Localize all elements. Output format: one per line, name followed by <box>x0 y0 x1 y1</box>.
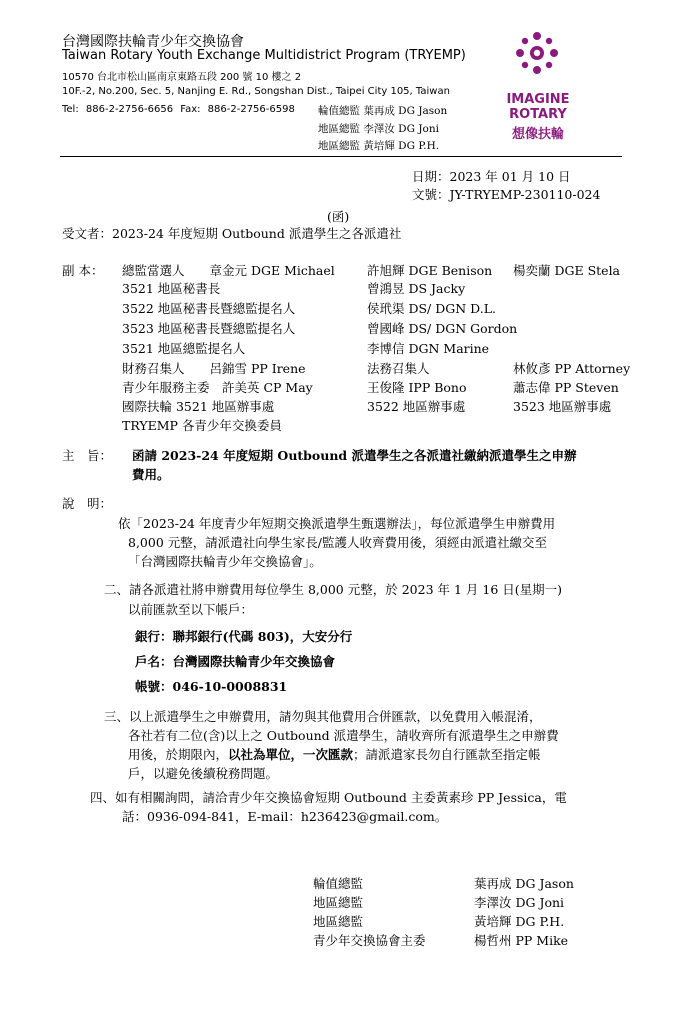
signature-title: 青少年交換協會主委 <box>313 933 426 948</box>
logo-text-rotary: ROTARY <box>509 107 567 122</box>
cc-entry: 3521 地區總監提名人 <box>122 341 246 356</box>
governor-line: 地區總監 李澤汝 DG Joni <box>318 123 439 135</box>
org-name-en: Taiwan Rotary Youth Exchange Multidistrict Program (TRYEMP) <box>62 48 466 63</box>
cc-entry: 3521 地區秘書長 <box>122 281 221 296</box>
signature-title: 輪值總監 <box>313 876 364 891</box>
address-zh: 10570 台北市松山區南京東路五段 200 號 10 樓之 2 <box>62 72 302 83</box>
cc-entry: 許旭輝 DGE Benison <box>367 263 493 278</box>
cc-label: 副 本： <box>62 263 104 278</box>
explanation-item-1: 8,000 元整，請派遣社向學生家長/監護人收齊費用後，須經由派遣社繳交至 <box>128 535 547 550</box>
governor-line: 輪值總監 葉再成 DG Jason <box>318 105 448 117</box>
org-name-zh: 台灣國際扶輪青少年交換協會 <box>62 34 244 50</box>
explanation-item-3: 各社若有二位(含)以上之 Outbound 派遣學生，請收齊所有派遣學生之申辦費 <box>128 728 559 743</box>
explanation-item-2: 二、請各派遣社將申辦費用每位學生 8,000 元整，於 2023 年 1 月 16 日(星期一) <box>104 582 562 597</box>
document-date: 日期：2023 年 01 月 10 日 <box>412 169 571 184</box>
account-name: 戶名：台灣國際扶輪青少年交換協會 <box>135 654 336 669</box>
cc-entry: 法務召集人 <box>367 361 430 376</box>
explanation-item-1: 依「2023-24 年度青少年短期交換派遣學生甄選辦法」，每位派遣學生申辦費用 <box>118 516 556 531</box>
cc-entry: 林攸彥 PP Attorney <box>513 361 631 376</box>
cc-entry: 王俊隆 IPP Bono <box>367 380 467 395</box>
explanation-item-3: 戶，以避免後續稅務問題。 <box>128 766 279 781</box>
cc-entry: 侯玳渠 DS/ DGN D.L. <box>367 301 496 316</box>
governor-line: 地區總監 黃培輝 DG P.H. <box>318 140 440 152</box>
explanation-item-3: 三、以上派遣學生之申辦費用，請勿與其他費用合併匯款，以免費用入帳混淆， <box>104 709 542 724</box>
document-number: 文號：JY-TRYEMP-230110-024 <box>412 187 601 202</box>
cc-entry: 曾鴻昱 DS Jacky <box>367 281 466 296</box>
explanation-emphasis: 以社為單位，一次匯款 <box>228 747 354 762</box>
signature-name: 李澤汝 DG Joni <box>474 895 565 910</box>
explanation-text: ；請派遣家長勿自行匯款至指定帳 <box>353 747 541 762</box>
subject-text: 函請 2023-24 年度短期 Outbound 派遣學生之各派遣社繳納派遣學生之申辦 <box>132 448 577 463</box>
logo-text-imagine: IMAGINE <box>506 92 570 107</box>
cc-entry: 楊奕蘭 DGE Stela <box>513 263 621 278</box>
tel-fax: Tel: 886-2-2756-6656 Fax: 886-2-2756-6598 <box>62 104 295 115</box>
bank-name: 銀行：聯邦銀行(代碼 803)，大安分行 <box>135 629 353 644</box>
cc-entry: 國際扶輪 3521 地區辦事處 <box>122 399 275 414</box>
signature-name: 葉再成 DG Jason <box>474 876 574 891</box>
explanation-item-4: 話：0936-094-841，E-mail：h236423@gmail.com。 <box>122 809 448 824</box>
account-number: 帳號：046-10-0008831 <box>135 679 288 694</box>
cc-entry: 青少年服務主委 許美英 CP May <box>122 380 313 395</box>
signature-name: 黃培輝 DG P.H. <box>474 914 565 929</box>
cc-entry: 3522 地區辦事處 <box>367 399 466 414</box>
cc-entry: 李博信 DGN Marine <box>367 341 490 356</box>
cc-entry: TRYEMP 各青少年交換委員 <box>122 418 282 433</box>
header-divider <box>60 156 622 157</box>
explanation-item-4: 四、如有相關詢問，請洽青少年交換協會短期 Outbound 主委黃素珍 PP Jessica，電 <box>90 790 567 805</box>
signature-title: 地區總監 <box>313 914 364 929</box>
subject-text: 費用。 <box>132 467 170 482</box>
explanation-item-1: 「台灣國際扶輪青少年交換協會」。 <box>128 554 322 569</box>
cc-entry: 3523 地區秘書長暨總監提名人 <box>122 321 296 336</box>
signature-title: 地區總監 <box>313 895 364 910</box>
explanation-text: 用後，於期限內， <box>128 747 229 762</box>
explanation-item-2: 以前匯款至以下帳戶： <box>128 602 254 617</box>
cc-entry: 財務召集人 呂錦雪 PP Irene <box>122 361 306 376</box>
imagine-rotary-logo-icon <box>512 28 562 78</box>
cc-entry: 曾國峰 DS/ DGN Gordon <box>367 321 518 336</box>
letter-type: (函) <box>327 209 350 224</box>
cc-entry: 總監當選人 章金元 DGE Michael <box>122 263 335 278</box>
cc-entry: 蕭志偉 PP Steven <box>513 380 619 395</box>
recipient: 受文者：2023-24 年度短期 Outbound 派遣學生之各派遣社 <box>62 226 402 241</box>
signature-name: 楊哲州 PP Mike <box>474 933 569 948</box>
address-en: 10F.-2, No.200, Sec. 5, Nanjing E. Rd., Songshan Dist., Taipei City 105, Taiwan <box>62 86 450 97</box>
explanation-label: 說 明： <box>62 496 113 511</box>
logo-text-zh: 想像扶輪 <box>511 127 564 142</box>
cc-entry: 3522 地區秘書長暨總監提名人 <box>122 301 296 316</box>
cc-entry: 3523 地區辦事處 <box>513 399 612 414</box>
subject-label: 主 旨： <box>62 448 113 463</box>
explanation-item-3-emphasis-line <box>128 745 541 763</box>
